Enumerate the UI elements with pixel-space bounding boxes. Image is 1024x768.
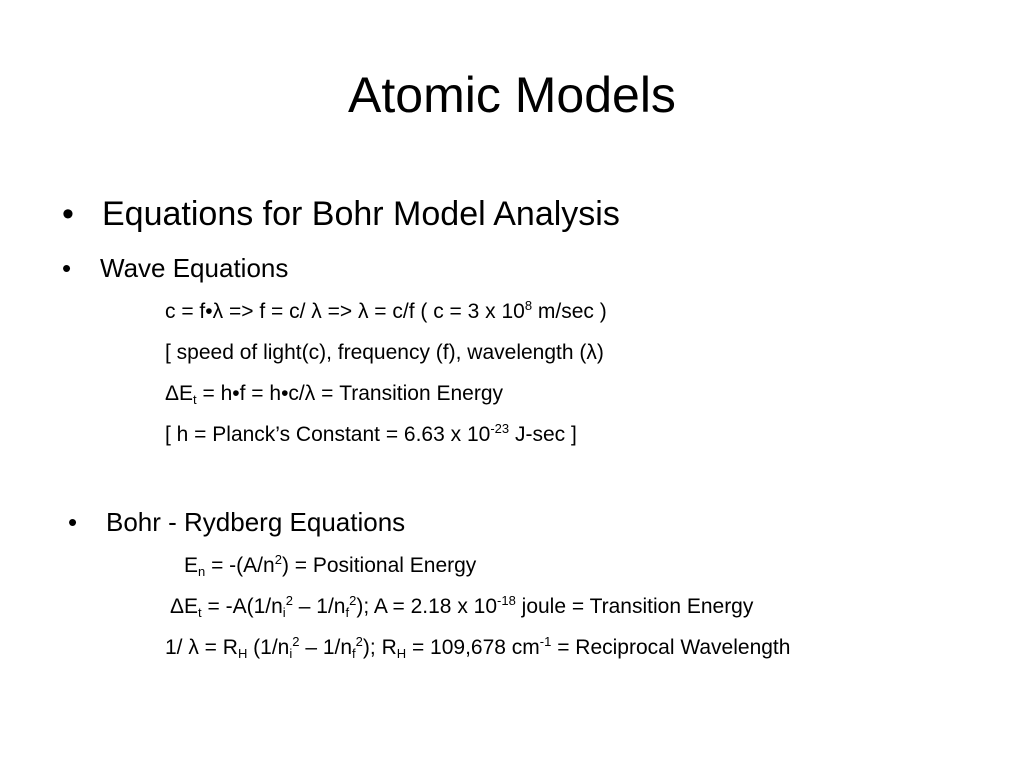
equation-transition-energy: $\Delta E_t$ = h•f = h•c/λ = Transition Energy bbox=[165, 382, 503, 407]
equation-rydberg-transition: $\Delta E_t = -A(1/n_i^2 - 1/n_f^2)$; A = 2.18 x $10^{-18}$ joule = Transition Energy bbox=[170, 593, 754, 620]
equation-reciprocal-wavelength: 1/ $\lambda = R_H$ $(1/n_i^2 - 1/n_f^2)$; $R_H = 109,678$ $cm^{-1}$ = Reciprocal Wavelength bbox=[165, 634, 791, 661]
equation-speed-of-light: c = f•λ => f = c/ λ => λ = c/f ( c = 3 x $10^8$ m/sec ) bbox=[165, 298, 607, 323]
bullet-dot-icon: • bbox=[68, 507, 78, 537]
bullet-text: Equations for Bohr Model Analysis bbox=[102, 195, 620, 233]
bullet-dot-icon: • bbox=[62, 195, 74, 233]
slide-title: Atomic Models bbox=[348, 67, 676, 123]
equation-positional-energy: $E_n = -(A/n^2)$ = Positional Energy bbox=[184, 552, 477, 579]
equation-planck-constant: [ h = Planck’s Constant = 6.63 x $10^{-23}$ J-sec ] bbox=[165, 421, 577, 446]
bullet-text: Wave Equations bbox=[100, 253, 289, 283]
bullet-dot-icon: • bbox=[62, 253, 72, 283]
equation-legend-speed: [ speed of light(c), frequency (f), wavelength (λ) bbox=[165, 341, 604, 364]
bullet-text: Bohr - Rydberg Equations bbox=[106, 507, 406, 537]
